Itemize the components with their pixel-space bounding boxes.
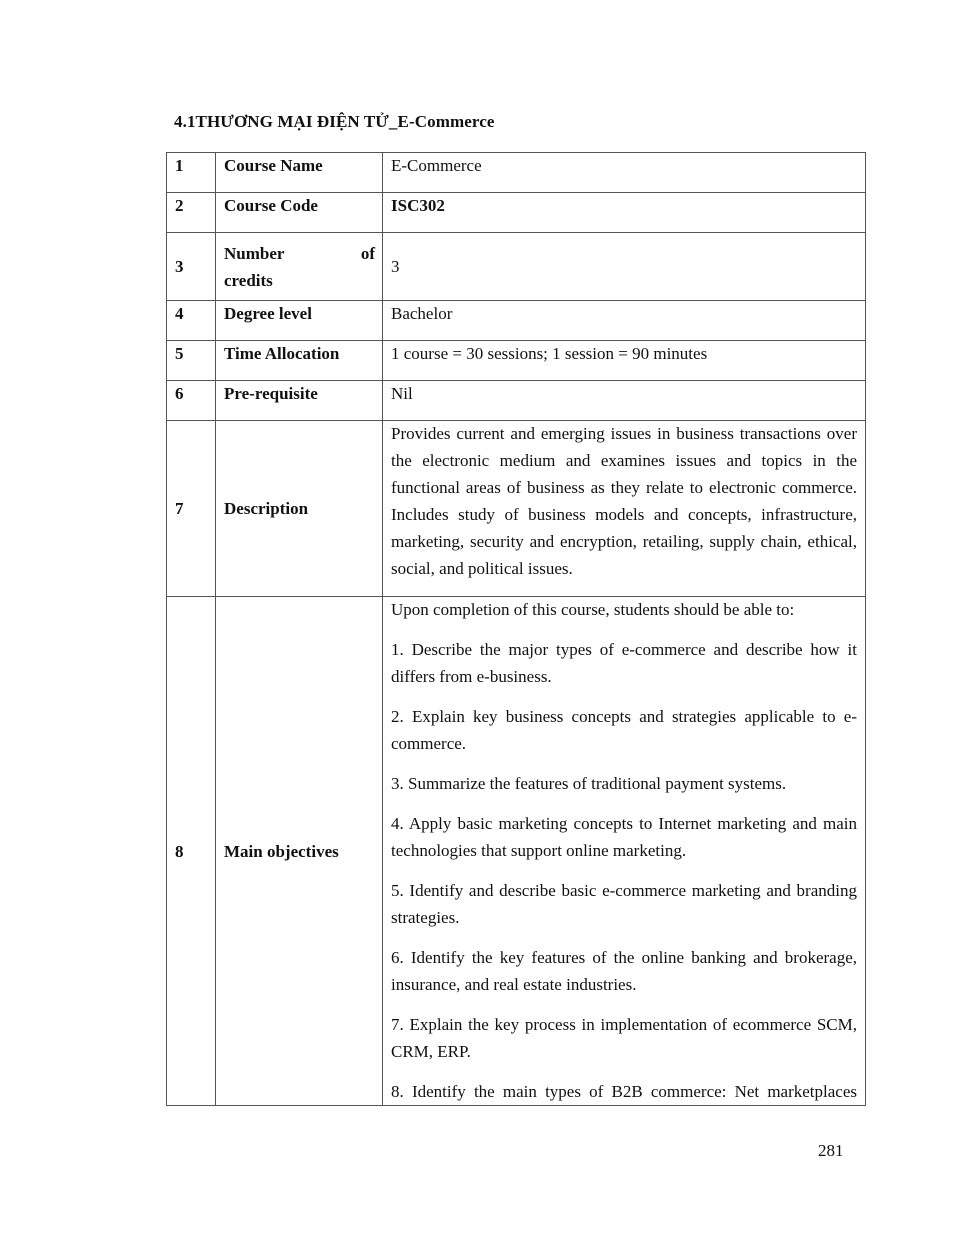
row-value: Nil — [383, 381, 866, 421]
row-number: 1 — [167, 153, 216, 193]
objectives-value — [383, 597, 866, 1106]
row-number: 5 — [167, 341, 216, 381]
course-table — [166, 152, 866, 1106]
row-label: Number of credits — [216, 233, 383, 301]
description-value: Provides current and emerging issues in business transactions over the electronic medium and examines issues and topics in the functional areas of business as they relate to electronic commerce. Includes study of business models and concepts, infrastructure, marketing, security and encryption, retailing, supply chain, ethical, social, and political issues. — [383, 421, 866, 597]
row-number: 6 — [167, 381, 216, 421]
row-number: 7 — [167, 421, 216, 597]
page-number: 281 — [818, 1141, 844, 1160]
row-label: Degree level — [216, 301, 383, 341]
table-row — [167, 193, 866, 233]
row-number: 8 — [167, 597, 216, 1106]
objectives-intro: Upon completion of this course, students should be able to: — [391, 600, 795, 619]
objective-item: 7. Explain the key process in implementation of ecommerce SCM, CRM, ERP. — [391, 1015, 857, 1061]
table-row — [167, 341, 866, 381]
table-row — [167, 233, 866, 301]
table-row — [167, 381, 866, 421]
page-title: 4.1THƯƠNG MẠI ĐIỆN TỬ_E-Commerce — [174, 112, 495, 131]
row-label: Course Name — [216, 153, 383, 193]
objective-item: 6. Identify the key features of the online banking and brokerage, insurance, and real estate industries. — [391, 948, 857, 994]
row-label: Description — [216, 421, 383, 597]
objective-item: 5. Identify and describe basic e-commerce marketing and branding strategies. — [391, 881, 857, 927]
row-label: Pre-requisite — [216, 381, 383, 421]
objective-item: 3. Summarize the features of traditional payment systems. — [391, 774, 787, 793]
row-label: Course Code — [216, 193, 383, 233]
objective-item: 2. Explain key business concepts and strategies applicable to e-commerce. — [391, 707, 857, 753]
row-label: Time Allocation — [216, 341, 383, 381]
row-value: E-Commerce — [383, 153, 866, 193]
row-value: 1 course = 30 sessions; 1 session = 90 minutes — [383, 341, 866, 381]
row-number: 2 — [167, 193, 216, 233]
objective-item: 4. Apply basic marketing concepts to Internet marketing and main technologies that support online marketing. — [391, 814, 857, 860]
row-number: 4 — [167, 301, 216, 341]
course-code-value: ISC302 — [383, 193, 866, 233]
table-row — [167, 301, 866, 341]
row-label: Main objectives — [216, 597, 383, 1106]
table-row — [167, 597, 866, 1106]
table-row — [167, 421, 866, 597]
row-number: 3 — [167, 233, 216, 301]
row-value: 3 — [383, 233, 866, 301]
table-row — [167, 153, 866, 193]
objective-item: 1. Describe the major types of e-commerce and describe how it differs from e-business. — [391, 640, 857, 686]
objective-item: 8. Identify the main types of B2B commerce: Net marketplaces — [391, 1082, 857, 1101]
row-value: Bachelor — [383, 301, 866, 341]
